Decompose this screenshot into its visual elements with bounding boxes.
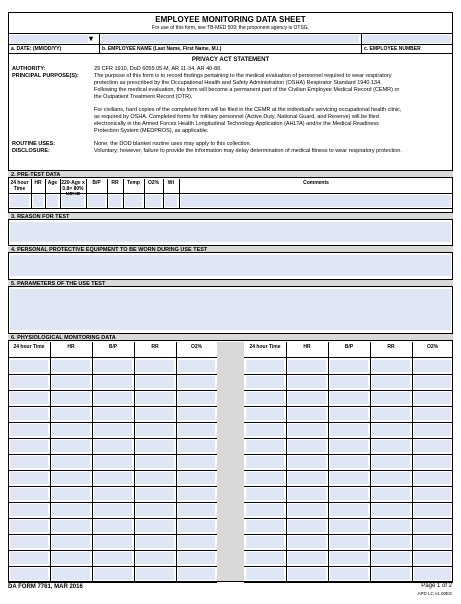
physio-right-input-hr[interactable] <box>288 472 326 484</box>
physio-row-divider <box>244 454 453 455</box>
physio-left-input-time[interactable] <box>10 536 48 548</box>
physio-right-input-hr[interactable] <box>288 376 326 388</box>
physio-left-input-rr[interactable] <box>136 360 174 372</box>
physio-right-input-time[interactable] <box>246 456 284 468</box>
physio-right-input-bp[interactable] <box>330 440 368 452</box>
physio-left-input-bp[interactable] <box>94 520 132 532</box>
physio-col-divider <box>134 342 135 581</box>
form-id: DA FORM 7761, MAR 2016 <box>8 584 83 590</box>
physio-right-input-o2[interactable] <box>414 536 451 548</box>
physio-left-input-o2[interactable] <box>178 472 215 484</box>
pretest-input-comments[interactable] <box>181 195 451 207</box>
physio-left-input-o2[interactable] <box>178 488 215 500</box>
form-title: EMPLOYEE MONITORING DATA SHEET <box>155 15 306 24</box>
physio-right-input-time[interactable] <box>246 504 284 516</box>
physio-right-input-o2[interactable] <box>414 568 451 580</box>
pretest-header-time: 24 hour Time <box>10 180 29 192</box>
date-label: a. DATE: (MM/DD/YY) <box>11 46 62 52</box>
physio-left-input-bp[interactable] <box>94 552 132 564</box>
physio-table-left <box>8 342 217 581</box>
physio-row-divider <box>244 486 453 487</box>
physio-right-input-o2[interactable] <box>414 488 451 500</box>
physio-right-input-rr[interactable] <box>372 504 410 516</box>
physio-table-right <box>244 342 453 581</box>
physio-left-input-o2[interactable] <box>178 392 215 404</box>
employee-name-label: b. EMPLOYEE NAME (Last Name, First Name, M.I.) <box>102 46 222 52</box>
physio-row-divider <box>8 470 217 471</box>
physio-right-input-hr[interactable] <box>288 504 326 516</box>
top-border <box>8 12 453 13</box>
physio-left-input-time[interactable] <box>10 392 48 404</box>
physio-left-input-bp[interactable] <box>94 376 132 388</box>
pretest-header-temp: Temp <box>127 180 140 186</box>
physio-left-input-time[interactable] <box>10 472 48 484</box>
physio-left-input-hr[interactable] <box>52 408 90 420</box>
id-divider <box>8 44 453 45</box>
pretest-table <box>8 179 453 209</box>
physio-left-input-rr[interactable] <box>136 520 174 532</box>
civilian-line: For civilians, hard copies of the completed form will be filed in the CEMR at the individual's servicing occupational health clinic, <box>94 107 402 113</box>
physio-right-input-o2[interactable] <box>414 552 451 564</box>
physio-right-input-time[interactable] <box>246 408 284 420</box>
physio-right-input-hr[interactable] <box>288 520 326 532</box>
section-parameters-header: 5. PARAMETERS OF THE USE TEST <box>8 279 453 287</box>
physio-row-divider <box>8 534 217 535</box>
civilian-line: as required by OSHA. Completed forms for military personnel (Active Duty, National Guard, and Reserve) will be filed <box>94 114 379 120</box>
physio-left-input-hr[interactable] <box>52 440 90 452</box>
physio-row-divider <box>244 566 453 567</box>
pretest-input-wt[interactable] <box>165 195 177 207</box>
physio-right-input-time[interactable] <box>246 392 284 404</box>
physio-header-bp: B/P <box>344 344 354 350</box>
pretest-col-divider <box>123 179 124 209</box>
employee-number-label: c. EMPLOYEE NUMBER <box>364 46 421 52</box>
physio-left-input-bp[interactable] <box>94 392 132 404</box>
civilian-line: electronically in the Armed Forces Health Longitudinal Technology Application (AHLTA) and/or the Medical Readiness <box>94 121 379 127</box>
privacy-top-divider <box>8 53 453 54</box>
pretest-bottom-border <box>8 208 453 209</box>
employee-number-input[interactable] <box>363 35 451 43</box>
physio-right-input-bp[interactable] <box>330 392 368 404</box>
physio-left-input-bp[interactable] <box>94 408 132 420</box>
physio-left-input-rr[interactable] <box>136 376 174 388</box>
physio-row-divider <box>8 422 217 423</box>
physio-left-input-rr[interactable] <box>136 456 174 468</box>
purpose-line: protection as prescribed by the Occupational Health and Safety Administration (OSHA) Respirator Standard 1940.134. <box>94 80 382 86</box>
physio-left-input-hr[interactable] <box>52 424 90 436</box>
physio-left-input-hr[interactable] <box>52 504 90 516</box>
section-physio-header: 6. PHYSIOLOGICAL MONITORING DATA <box>8 333 453 341</box>
physio-row-divider <box>244 502 453 503</box>
physio-right-input-rr[interactable] <box>372 536 410 548</box>
pretest-col-divider <box>45 179 46 209</box>
physio-left-input-hr[interactable] <box>52 552 90 564</box>
pretest-header-hr: HR <box>34 180 42 186</box>
physio-right-input-hr[interactable] <box>288 488 326 500</box>
physio-left-input-hr[interactable] <box>52 456 90 468</box>
physio-right-input-o2[interactable] <box>414 440 451 452</box>
physio-right-input-rr[interactable] <box>372 376 410 388</box>
physio-left-input-o2[interactable] <box>178 440 215 452</box>
id-col-divider-1 <box>99 34 100 53</box>
physio-right-input-rr[interactable] <box>372 456 410 468</box>
physio-left-input-o2[interactable] <box>178 568 215 580</box>
physio-header-rr: RR <box>387 344 395 350</box>
disclosure-text: Voluntary; however, failure to provide the information may delay determination of medical fitness to wear respiratory protection. <box>94 148 402 154</box>
pretest-header-wt: Wt <box>167 180 175 186</box>
pretest-col-divider <box>31 179 32 209</box>
physio-right-input-o2[interactable] <box>414 408 451 420</box>
physio-right-input-o2[interactable] <box>414 392 451 404</box>
physio-right-input-time[interactable] <box>246 440 284 452</box>
pretest-col-divider <box>179 179 180 209</box>
privacy-heading: PRIVACY ACT STATEMENT <box>191 57 270 63</box>
pretest-col-divider <box>86 179 87 209</box>
physio-right-input-bp[interactable] <box>330 520 368 532</box>
physio-row-divider <box>244 406 453 407</box>
purpose-label: PRINCIPAL PURPOSE(S): <box>12 73 79 79</box>
physio-row-divider <box>244 390 453 391</box>
physio-left-input-bp[interactable] <box>94 440 132 452</box>
physio-left-input-rr[interactable] <box>136 568 174 580</box>
section-ppe-header: 4. PERSONAL PROTECTIVE EQUIPMENT TO BE WORN DURING USE TEST <box>8 245 453 253</box>
physio-row-divider <box>8 502 217 503</box>
physio-row-divider <box>8 374 217 375</box>
physio-right-input-time[interactable] <box>246 552 284 564</box>
physio-row-divider <box>8 566 217 567</box>
physio-right-input-o2[interactable] <box>414 520 451 532</box>
physio-right-input-bp[interactable] <box>330 504 368 516</box>
physio-left-input-bp[interactable] <box>94 536 132 548</box>
physio-left-input-time[interactable] <box>10 552 48 564</box>
purpose-line: Following the medical evaluation, this form will become a permanent part of the Civilian Employee Medical Record (CEMR) or <box>94 87 400 93</box>
section-reason-header: 3. REASON FOR TEST <box>8 212 453 220</box>
physio-right-input-bp[interactable] <box>330 360 368 372</box>
physio-left-input-hr[interactable] <box>52 568 90 580</box>
physio-right-input-bp[interactable] <box>330 408 368 420</box>
physio-col-divider <box>50 342 51 581</box>
physio-header-time: 24 hour Time <box>249 344 281 350</box>
physio-left-input-hr[interactable] <box>52 376 90 388</box>
physio-left-input-rr[interactable] <box>136 536 174 548</box>
physio-left-input-bp[interactable] <box>94 568 132 580</box>
physio-right-input-hr[interactable] <box>288 392 326 404</box>
physio-right-input-hr[interactable] <box>288 456 326 468</box>
physio-left-input-rr[interactable] <box>136 552 174 564</box>
physio-left-input-time[interactable] <box>10 456 48 468</box>
pretest-col-divider <box>60 179 61 209</box>
physio-right-input-o2[interactable] <box>414 504 451 516</box>
physio-right-input-o2[interactable] <box>414 360 451 372</box>
physio-left-input-time[interactable] <box>10 408 48 420</box>
pretest-input-bp[interactable] <box>88 195 105 207</box>
pretest-col-divider <box>163 179 164 209</box>
physio-right-input-bp[interactable] <box>330 536 368 548</box>
physio-header-o2: O2% <box>426 344 439 350</box>
physio-left-input-rr[interactable] <box>136 408 174 420</box>
physio-left-input-time[interactable] <box>10 360 48 372</box>
physio-right-input-bp[interactable] <box>330 424 368 436</box>
physio-left-input-rr[interactable] <box>136 488 174 500</box>
physio-left-input-time[interactable] <box>10 520 48 532</box>
physio-right-input-o2[interactable] <box>414 376 451 388</box>
employee-name-input[interactable] <box>101 35 359 43</box>
physio-right-input-hr[interactable] <box>288 568 326 580</box>
pretest-header-comments: Comments <box>303 180 329 186</box>
physio-right-input-time[interactable] <box>246 472 284 484</box>
physio-right-input-time[interactable] <box>246 568 284 580</box>
pretest-col-divider <box>107 179 108 209</box>
authority-label: AUTHORITY: <box>12 66 46 72</box>
physio-row-divider <box>244 550 453 551</box>
physio-row-divider <box>8 550 217 551</box>
pretest-header-mphr: 220-Age x 0.8= 80% <box>61 180 85 192</box>
physio-right-input-time[interactable] <box>246 520 284 532</box>
physio-left-input-bp[interactable] <box>94 488 132 500</box>
parameters-input[interactable] <box>10 289 451 330</box>
pretest-input-rr[interactable] <box>109 195 121 207</box>
pretest-header-age: Age <box>47 180 58 186</box>
authority-text: 29 CFR 1910, DoD 6055.05-M, AR 11-34, AR 40-88. <box>94 66 222 72</box>
physio-row-divider <box>8 518 217 519</box>
physio-col-divider <box>176 342 177 581</box>
pretest-input-time[interactable] <box>10 195 29 207</box>
form-subtitle: For use of this form, see TB-MED 509; the proponent agency is OTSG. <box>151 25 310 31</box>
physio-row-divider <box>8 582 217 583</box>
physio-header-time: 24 hour Time <box>13 344 45 350</box>
physio-row-divider <box>244 518 453 519</box>
physio-left-input-bp[interactable] <box>94 456 132 468</box>
physio-row-divider <box>244 438 453 439</box>
physio-left-input-rr[interactable] <box>136 440 174 452</box>
physio-right-input-rr[interactable] <box>372 568 410 580</box>
physio-left-input-bp[interactable] <box>94 504 132 516</box>
physio-left-input-o2[interactable] <box>178 376 215 388</box>
routine-text: None; the DOD blanket routine uses may apply to this collection. <box>94 141 252 147</box>
pretest-input-hr[interactable] <box>33 195 43 207</box>
physio-left-input-hr[interactable] <box>52 392 90 404</box>
physio-right-input-bp[interactable] <box>330 456 368 468</box>
section-pretest-header: 2. PRE-TEST DATA <box>8 170 453 178</box>
physio-left-input-time[interactable] <box>10 488 48 500</box>
physio-right-input-hr[interactable] <box>288 536 326 548</box>
physio-row-divider <box>8 438 217 439</box>
physio-right-input-o2[interactable] <box>414 424 451 436</box>
ppe-input[interactable] <box>10 255 451 276</box>
physio-right-input-hr[interactable] <box>288 424 326 436</box>
physio-header-o2: O2% <box>190 344 203 350</box>
pretest-col-divider <box>144 179 145 209</box>
physio-col-divider <box>412 342 413 581</box>
physio-right-input-o2[interactable] <box>414 472 451 484</box>
physio-header-divider <box>244 357 453 358</box>
physio-left-input-rr[interactable] <box>136 392 174 404</box>
pretest-header-rr: RR <box>111 180 119 186</box>
date-input[interactable] <box>10 35 88 43</box>
physio-row-divider <box>8 406 217 407</box>
physio-right-input-hr[interactable] <box>288 552 326 564</box>
physio-right-input-bp[interactable] <box>330 568 368 580</box>
id-col-divider-2 <box>361 34 362 53</box>
physio-left-input-hr[interactable] <box>52 472 90 484</box>
physio-left-input-o2[interactable] <box>178 504 215 516</box>
physio-right-input-bp[interactable] <box>330 552 368 564</box>
physio-right-input-time[interactable] <box>246 424 284 436</box>
physio-right-input-bp[interactable] <box>330 472 368 484</box>
physio-col-divider <box>286 342 287 581</box>
pretest-header-divider <box>8 193 453 194</box>
civilian-line: Protection System (MEDPROS), as applicable. <box>94 128 209 134</box>
physio-right-input-hr[interactable] <box>288 360 326 372</box>
physio-row-divider <box>244 374 453 375</box>
physio-left-input-o2[interactable] <box>178 408 215 420</box>
physio-left-input-rr[interactable] <box>136 472 174 484</box>
physio-right-input-time[interactable] <box>246 360 284 372</box>
physio-right-input-hr[interactable] <box>288 440 326 452</box>
physio-right-input-o2[interactable] <box>414 456 451 468</box>
physio-row-divider <box>244 534 453 535</box>
physio-right-input-time[interactable] <box>246 488 284 500</box>
physio-right-input-rr[interactable] <box>372 488 410 500</box>
page-number: Page 1 of 2 <box>421 583 452 589</box>
physio-gutter <box>217 342 244 581</box>
physio-left-input-bp[interactable] <box>94 472 132 484</box>
physio-left-input-time[interactable] <box>10 376 48 388</box>
physio-row-divider <box>8 454 217 455</box>
physio-left-input-hr[interactable] <box>52 488 90 500</box>
physio-row-divider <box>244 470 453 471</box>
purpose-line: The purpose of this form is to record findings pertaining to the medical evaluation of personnel required to wear respiratory <box>94 73 392 79</box>
physio-left-input-bp[interactable] <box>94 360 132 372</box>
physio-left-input-o2[interactable] <box>178 536 215 548</box>
physio-left-input-rr[interactable] <box>136 424 174 436</box>
physio-col-divider <box>328 342 329 581</box>
physio-col-divider <box>92 342 93 581</box>
physio-header-hr: HR <box>67 344 75 350</box>
physio-row-divider <box>244 422 453 423</box>
physio-left-input-rr[interactable] <box>136 504 174 516</box>
physio-left-input-time[interactable] <box>10 568 48 580</box>
physio-right-input-rr[interactable] <box>372 472 410 484</box>
pretest-input-mphr[interactable] <box>62 195 84 207</box>
pretest-header-bp: B/P <box>92 180 101 186</box>
physio-right-input-bp[interactable] <box>330 488 368 500</box>
disclosure-label: DISCLOSURE: <box>12 148 50 154</box>
physio-header-rr: RR <box>151 344 159 350</box>
physio-left-input-hr[interactable] <box>52 520 90 532</box>
routine-label: ROUTINE USES: <box>12 141 56 147</box>
pretest-input-age[interactable] <box>47 195 58 207</box>
pretest-input-temp[interactable] <box>125 195 142 207</box>
physio-header-hr: HR <box>303 344 311 350</box>
physio-left-input-time[interactable] <box>10 504 48 516</box>
pretest-input-o2[interactable] <box>146 195 161 207</box>
physio-row-divider <box>8 486 217 487</box>
physio-right-input-rr[interactable] <box>372 360 410 372</box>
physio-left-input-time[interactable] <box>10 440 48 452</box>
physio-right-input-hr[interactable] <box>288 408 326 420</box>
physio-right-input-rr[interactable] <box>372 408 410 420</box>
physio-left-input-o2[interactable] <box>178 456 215 468</box>
physio-left-input-time[interactable] <box>10 424 48 436</box>
pretest-header-o2: O2% <box>147 180 160 186</box>
physio-col-divider <box>370 342 371 581</box>
physio-left-input-o2[interactable] <box>178 520 215 532</box>
physio-right-input-time[interactable] <box>246 376 284 388</box>
reason-input[interactable] <box>10 222 451 242</box>
title-divider <box>8 33 453 34</box>
date-dropdown-icon[interactable]: ▾ <box>89 34 94 43</box>
physio-right-input-time[interactable] <box>246 536 284 548</box>
form-version: APD LC v1.00ES <box>417 591 452 596</box>
physio-left-input-bp[interactable] <box>94 424 132 436</box>
physio-row-divider <box>8 390 217 391</box>
physio-left-input-hr[interactable] <box>52 536 90 548</box>
physio-header-bp: B/P <box>108 344 118 350</box>
physio-header-divider <box>8 357 217 358</box>
purpose-line: the Outpatient Treatment Record (OTR). <box>94 94 193 100</box>
physio-right-input-rr[interactable] <box>372 424 410 436</box>
physio-right-input-rr[interactable] <box>372 440 410 452</box>
physio-right-input-rr[interactable] <box>372 520 410 532</box>
physio-left-input-o2[interactable] <box>178 360 215 372</box>
physio-right-input-rr[interactable] <box>372 552 410 564</box>
physio-left-input-o2[interactable] <box>178 424 215 436</box>
physio-right-input-bp[interactable] <box>330 376 368 388</box>
physio-left-input-o2[interactable] <box>178 552 215 564</box>
physio-right-input-rr[interactable] <box>372 392 410 404</box>
physio-left-input-hr[interactable] <box>52 360 90 372</box>
